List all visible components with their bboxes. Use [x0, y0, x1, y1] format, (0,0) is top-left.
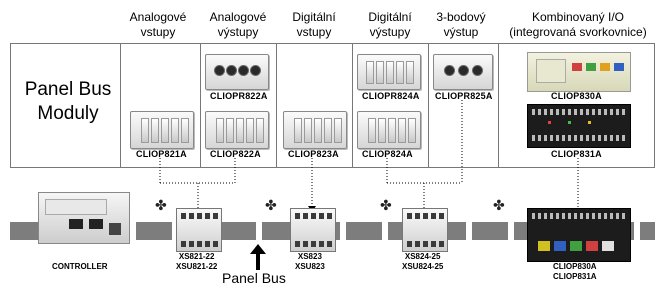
module-label-cliop821a: CLIOP821A: [136, 149, 187, 159]
terminal-block-xs821-image: [176, 208, 222, 252]
terminal-label-line: XS824-25: [404, 252, 441, 261]
module-label-cliop824a: CLIOP824A: [362, 149, 413, 159]
header-line: Digitální: [368, 10, 412, 24]
connector-icon: ✤: [493, 197, 505, 213]
terminal-label-xs821: [176, 252, 217, 272]
module-label-cliop830a: CLIOP830A: [551, 91, 602, 101]
combo-label: [553, 262, 597, 282]
terminal-block-xs823-image: [290, 208, 336, 252]
module-label-cliop822a: CLIOP822A: [210, 149, 261, 159]
terminal-label-line: XSU824-25: [402, 262, 444, 271]
header-line: Analogové: [209, 10, 267, 24]
terminal-label-xs824: [402, 252, 443, 272]
module-label-cliop823a: CLIOP823A: [288, 149, 339, 159]
header-line: výstupy: [369, 25, 411, 39]
header-line: výstupy: [217, 25, 259, 39]
combo-device-image: [527, 208, 631, 262]
controller-device-image: [38, 192, 130, 244]
module-label-cliopr825a: CLIOPR825A: [435, 91, 493, 101]
header-line: 3-bodový: [436, 10, 486, 24]
header-line: (integrovaná svorkovnice): [509, 25, 647, 39]
controller-label: CONTROLLER: [52, 262, 108, 271]
module-label-cliop831a: CLIOP831A: [551, 149, 602, 159]
terminal-block-xs824-image: [402, 208, 448, 252]
up-arrow-icon: [250, 244, 266, 272]
header-line: Analogové: [129, 10, 187, 24]
header-line: vstupy: [140, 25, 176, 39]
title-line: Panel Bus: [24, 79, 112, 100]
connector-icon: ✤: [380, 197, 392, 213]
terminal-label-line: XSU821-22: [176, 262, 218, 271]
header-line: vstupy: [296, 25, 332, 39]
terminal-label-line: XS823: [297, 252, 322, 261]
terminal-label-xs823: [295, 252, 325, 272]
header-line: výstup: [443, 25, 479, 39]
terminal-label-line: XS821-22: [178, 252, 215, 261]
header-line: Kombinovaný I/O: [531, 10, 625, 24]
connector-icon: ✤: [155, 197, 167, 213]
connector-icon: ✤: [265, 197, 277, 213]
module-label-cliopr824a: CLIOPR824A: [362, 91, 420, 101]
panel-bus-caption: Panel Bus: [222, 270, 286, 286]
combo-label-line: CLIOP830A: [553, 262, 597, 271]
terminal-label-line: XSU823: [295, 262, 325, 271]
title-line: Moduly: [37, 103, 99, 124]
module-label-cliopr822a: CLIOPR822A: [210, 91, 268, 101]
header-line: Digitální: [292, 10, 336, 24]
combo-label-line: CLIOP831A: [553, 272, 597, 281]
